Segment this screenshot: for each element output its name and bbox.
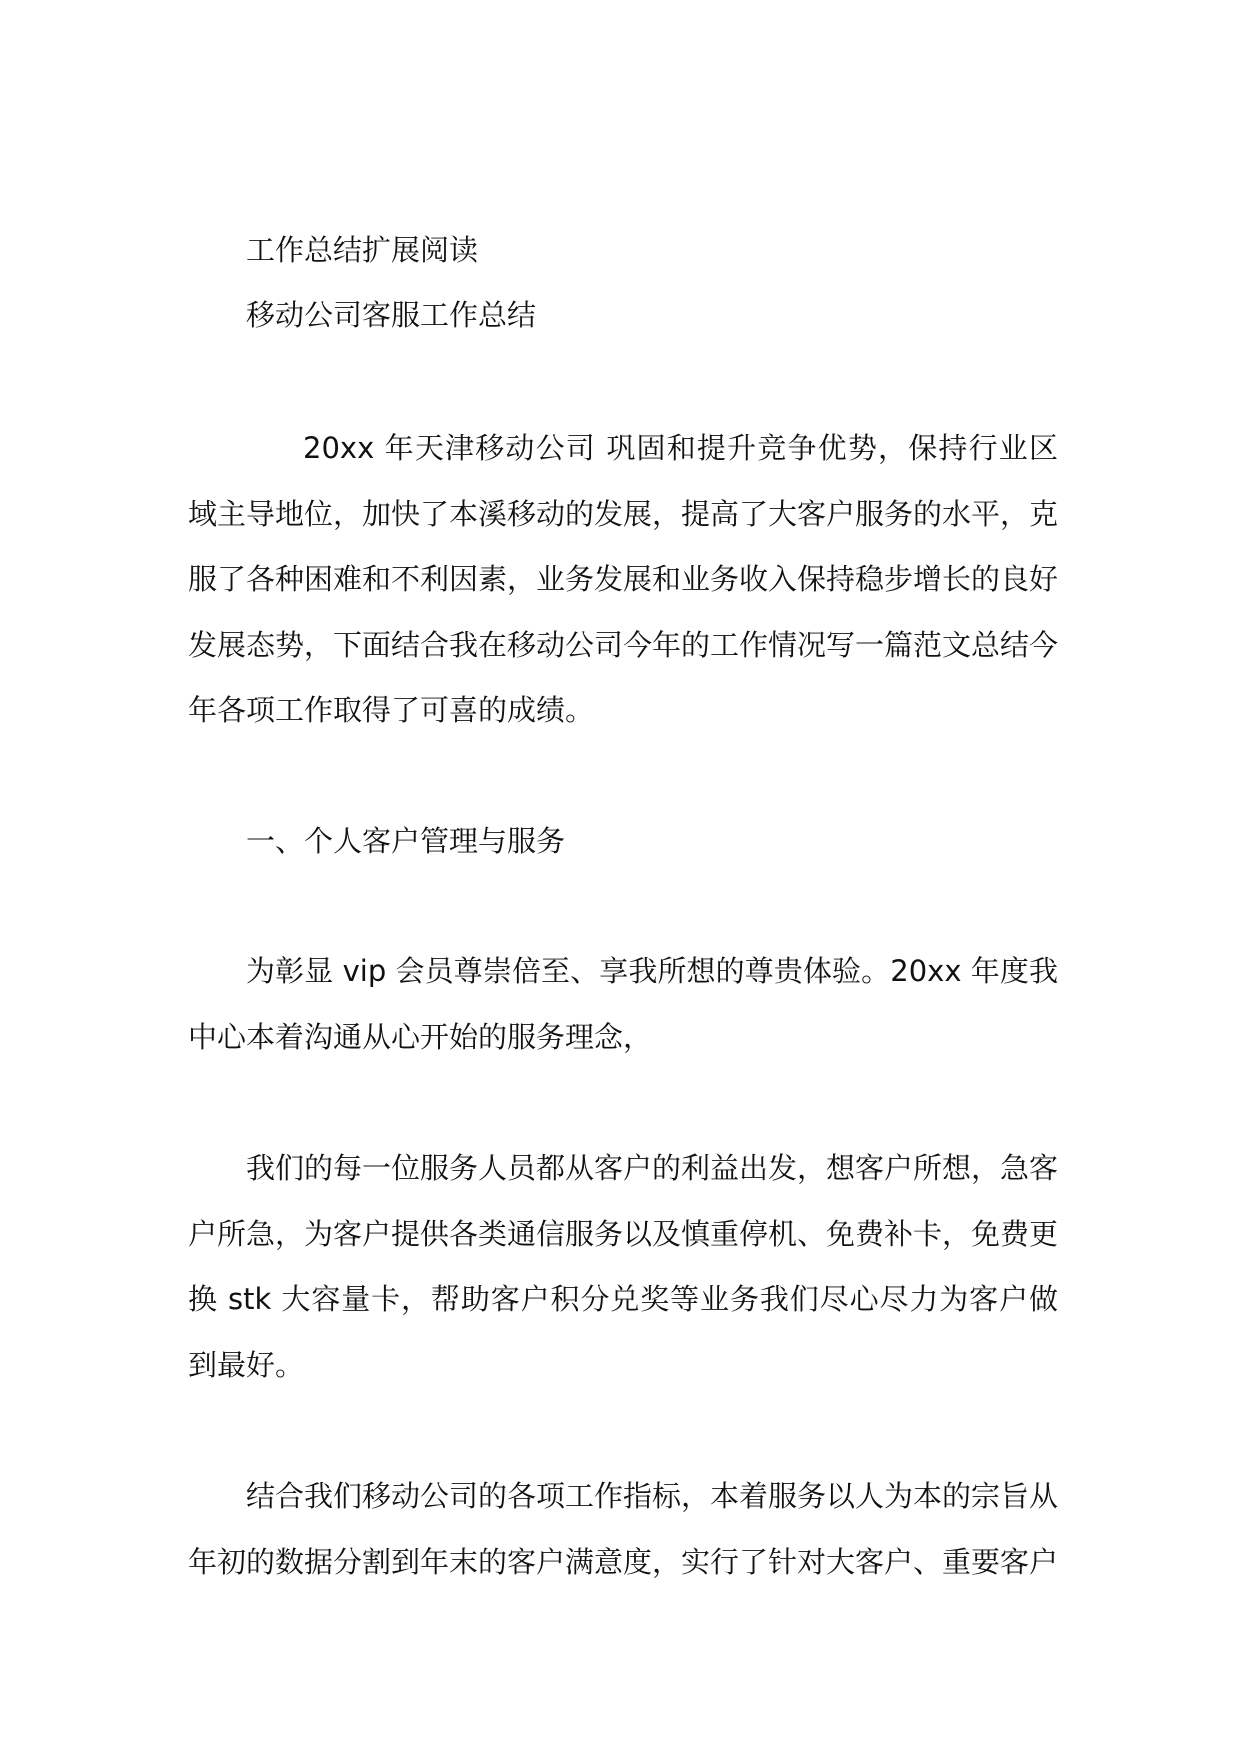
section-heading: 一、个人客户管理与服务 bbox=[246, 824, 566, 858]
intro-paragraph: 20xx 年天津移动公司 巩固和提升竞争优势，保持行业区域主导地位，加快了本溪移动的发展，提高了大客户服务的水平，克服了各种困难和不利因素，业务发展和业务收入保持稳步增长的良好发展态势，下面结合我在移动公司今年的工作情况写一篇范文总结今年各项工作取得了可喜的成绩。 bbox=[188, 431, 1059, 727]
header-subtitle: 移动公司客服工作总结 bbox=[246, 298, 537, 332]
paragraph-service: 我们的每一位服务人员都从客户的利益出发，想客户所想，急客户所急，为客户提供各类通信服务以及慎重停机、免费补卡，免费更换 stk 大容量卡，帮助客户积分兑奖等业务我们尽心尽力为客户做到最好。 bbox=[188, 1151, 1059, 1382]
header-title: 工作总结扩展阅读 bbox=[246, 233, 479, 267]
paragraph-indicators: 结合我们移动公司的各项工作指标，本着服务以人为本的宗旨从年初的数据分割到年末的客户满意度，实行了针对大客户、重要客户 bbox=[188, 1479, 1059, 1579]
paragraph-vip: 为彰显 vip 会员尊崇倍至、享我所想的尊贵体验。20xx 年度我中心本着沟通从心开始的服务理念， bbox=[188, 954, 1058, 1054]
